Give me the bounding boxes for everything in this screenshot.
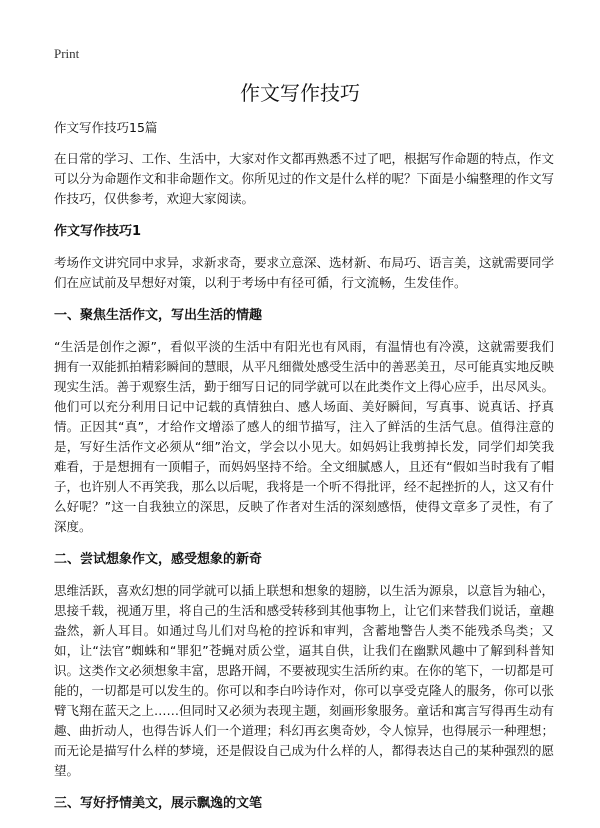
life-writing-paragraph: “生活是创作之源”，看似平淡的生活中有阳光也有风雨，有温情也有冷漠，这就需要我们拥有一双能抓拍精彩瞬间的慧眼，从平凡细微处感受生活中的善恶美丑，尽可能真实地反映现实生活。善于观察生活，勤于细写日记的同学就可以在此类作文上得心应手，出尽风头。他们可以充分利用日记中记载的真情独白、感人场面、美好瞬间，写真事、说真话、抒真情。正因其“真”，才给作文增添了感人的细节描写，注入了鲜活的生活气息。值得注意的是，写好生活作文必须从“细”治文，学会以小见大。如妈妈让我剪掉长发，同学们却笑我难看，于是想拥有一顶帽子，而妈妈坚持不给。全文细腻感人，且还有“假如当时我有了帽子，也许别人不再笑我，那么以后呢，我将是一个听不得批评，经不起挫折的人，这又有什么好呢？”这一自我独立的深思，反映了作者对生活的深刻感悟，使得文章多了灵性，有了深度。 bbox=[54, 339, 555, 534]
intro-paragraph: 在日常的学习、工作、生活中，大家对作文都再熟悉不过了吧，根据写作命题的特点，作文可以分为命题作文和非命题作文。你所见过的作文是什么样的呢？下面是小编整理的作文写作技巧，仅供参考，欢迎大家阅读。 bbox=[54, 151, 555, 206]
imagination-writing-paragraph: 思维活跃，喜欢幻想的同学就可以插上联想和想象的翅膀，以生活为源泉，以意旨为轴心，思接千载，视通万里，将自己的生活和感受转移到其他事物上，让它们来替我们说话，童趣盎然，新人耳目。如通过鸟儿们对鸟枪的控诉和审判，含蓄地警告人类不能残杀鸟类；又如，让“法官”蜘蛛和“罪犯”苍蝇对质公堂，逼其自供，让我们在幽默风趣中了解到科普知识。这类作文必须想象丰富，思路开阔，不要被现实生活所约束。在你的笔下，一切都是可能的，一切都是可以发生的。你可以和李白吟诗作对，你可以享受克隆人的服务，你可以张臂飞翔在蓝天之上……但同时又必须为表现主题，刻画形象服务。童话和寓言写得再生动有趣、曲折动人，也得告诉人们一个道理；科幻再玄奥奇妙，令人惊异，也得展示一种理想；而无论是描写什么样的梦境，还是假设自己成为什么样的人，都得表达自己的某种强烈的愿望。 bbox=[54, 583, 555, 778]
subheading-imagination-writing: 二、尝试想象作文，感受想象的新奇 bbox=[54, 552, 263, 567]
subheading-life-writing: 一、聚焦生活作文，写出生活的情趣 bbox=[54, 308, 263, 323]
section-1-paragraph: 考场作文讲究同中求异，求新求奇，要求立意深、选材新、布局巧、语言美，这就需要同学们在应试前及早想好对策，以利于考场中有径可循，行文流畅，生发佳作。 bbox=[54, 255, 555, 290]
document-subtitle: 作文写作技巧15篇 bbox=[54, 120, 158, 135]
section-heading-1: 作文写作技巧1 bbox=[54, 224, 142, 239]
page-title: 作文写作技巧 bbox=[240, 81, 360, 105]
document-body bbox=[54, 119, 554, 825]
subheading-lyrical-writing: 三、写好抒情美文，展示飘逸的文笔 bbox=[54, 796, 263, 811]
print-link[interactable]: Print bbox=[54, 46, 80, 61]
